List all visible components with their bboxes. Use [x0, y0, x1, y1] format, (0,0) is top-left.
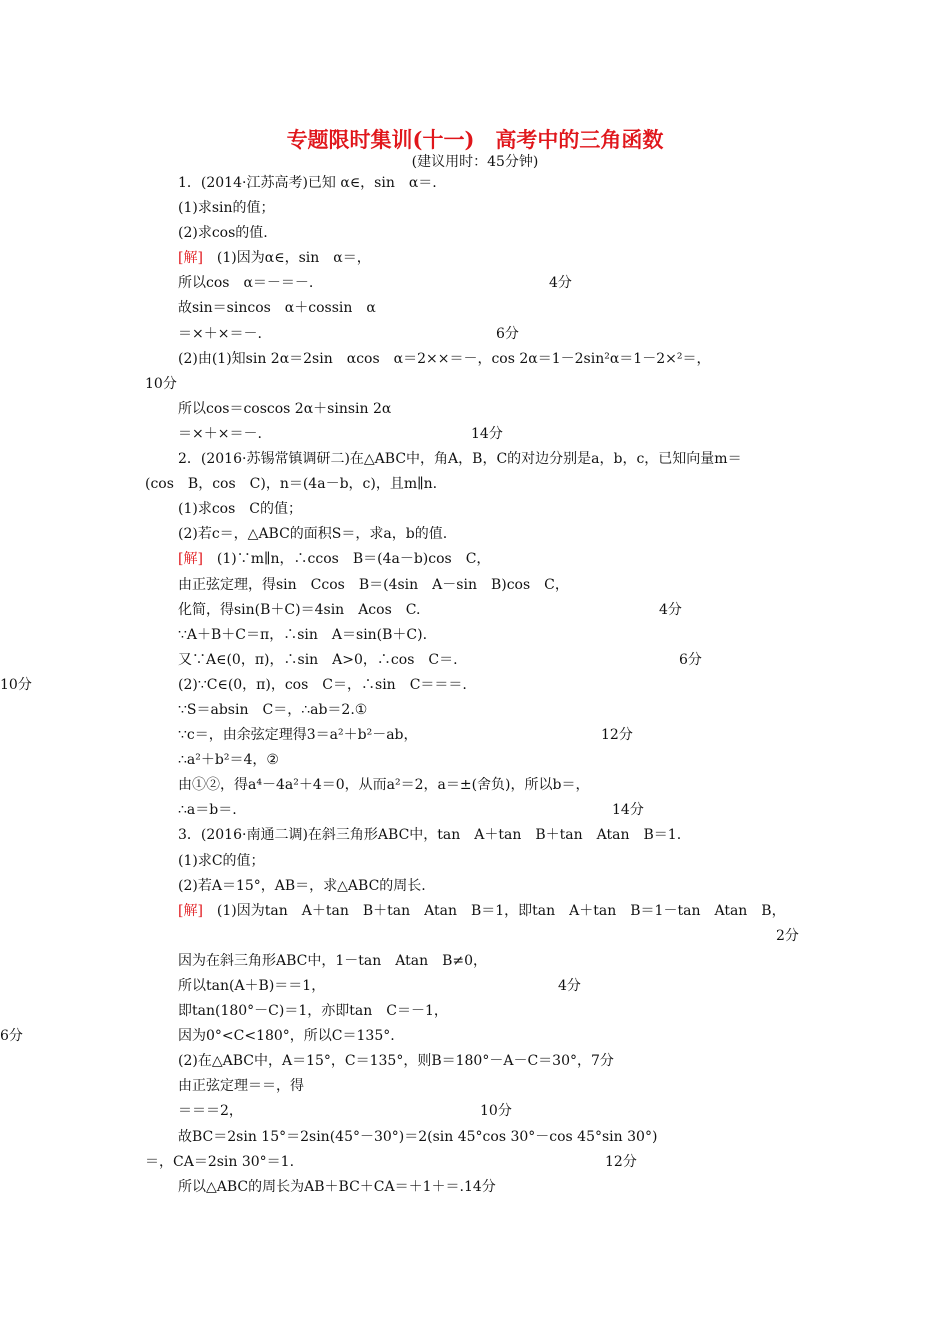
line-text: 由①②，得a⁴－4a²＋4＝0，从而a²＝2，a＝±(舍负)，所以b＝， [178, 777, 590, 794]
text-line [0, 648, 950, 673]
score-mark: 14分 [612, 802, 644, 819]
line-text: 由正弦定理，得sin Ccos B＝(4sin A－sin B)cos C， [178, 576, 569, 593]
text-line [0, 823, 950, 848]
text-line [0, 573, 950, 598]
text-line [0, 171, 950, 196]
line-text: ∵A＋B＋C＝π，∴sin A＝sin(B＋C). [178, 626, 428, 643]
document-body [0, 171, 950, 1200]
solution-tag: [解] [178, 250, 203, 267]
line-text: (2)∵C∈(0，π)，cos C＝，∴sin C＝＝＝. [178, 676, 467, 693]
score-mark: 4分 [549, 275, 572, 292]
score-mark: 14分 [471, 425, 503, 442]
text-line [0, 547, 950, 572]
text-line [0, 974, 950, 999]
line-text: 故BC＝2sin 15°＝2sin(45°－30°)＝2(sin 45°cos 30°－cos 45°sin 30°) [178, 1128, 658, 1145]
text-line [0, 447, 950, 472]
line-text: ∵c＝，由余弦定理得3＝a²＋b²－ab， [178, 727, 418, 744]
text-line [0, 598, 950, 623]
line-text: (1)求sin的值； [178, 200, 275, 217]
line-text: ∵S＝absin C＝，∴ab＝2.① [178, 701, 368, 718]
score-mark: 6分 [0, 1028, 23, 1045]
text-line [0, 347, 950, 372]
solution-tag: [解] [178, 902, 203, 919]
line-text: (1)求C的值； [178, 852, 265, 869]
text-line [0, 849, 950, 874]
line-text: ＝，CA＝2sin 30°＝1. [145, 1153, 295, 1170]
text-line [0, 748, 950, 773]
text-line [0, 1074, 950, 1099]
text-line [0, 497, 950, 522]
line-text: (1)因为α∈，sin α＝， [202, 250, 371, 267]
score-mark: 6分 [679, 651, 702, 668]
line-text: 化简，得sin(B＋C)＝4sin Acos C. [178, 601, 421, 618]
line-text: (2)求cos的值. [178, 225, 268, 242]
score-mark: 6分 [496, 325, 519, 342]
text-line [0, 1099, 950, 1124]
line-text: 所以cos α＝－＝－. [178, 275, 314, 292]
text-line [0, 773, 950, 798]
line-text: ＝×＋×＝－. [178, 325, 262, 342]
line-text: 因为在斜三角形ABC中，1－tan Atan B≠0， [178, 952, 488, 969]
line-text: 所以△ABC的周长为AB＋BC＋CA＝＋1＋＝.14分 [178, 1178, 496, 1195]
line-text: ∴a²＋b²＝4，② [178, 752, 279, 769]
line-text: (1)求cos C的值； [178, 501, 302, 518]
text-line [0, 472, 950, 497]
score-mark: 12分 [601, 727, 633, 744]
text-line [0, 949, 950, 974]
text-line [0, 798, 950, 823]
page-subtitle: (建议用时：45分钟) [411, 154, 539, 170]
line-text: (2)由(1)知sin 2α＝2sin αcos α＝2××＝－，cos 2α＝1－2sin²α＝1－2×²＝， [178, 350, 711, 367]
line-text: 2．(2016·苏锡常镇调研二)在△ABC中，角A，B，C的对边分别是a，b，c，已知向量m＝ [178, 451, 742, 468]
page-title: 专题限时集训(十一) 高考中的三角函数 [286, 127, 664, 152]
line-text: (2)若c＝，△ABC的面积S＝，求a，b的值. [178, 526, 448, 543]
line-text: (cos B，cos C)，n＝(4a－b，c)，且m∥n. [145, 476, 438, 493]
text-line [0, 246, 950, 271]
text-line [0, 296, 950, 321]
line-text: 又∵A∈(0，π)，∴sin A>0，∴cos C＝. [178, 651, 458, 668]
score-mark: 4分 [558, 978, 581, 994]
score-mark: 10分 [0, 676, 32, 693]
line-text: (2)若A＝15°，AB＝，求△ABC的周长. [178, 877, 426, 894]
line-text: 所以cos＝coscos 2α＋sinsin 2α [178, 400, 392, 417]
text-line [0, 522, 950, 547]
text-line [0, 999, 950, 1024]
line-text: 即tan(180°－C)＝1，亦即tan C＝－1， [178, 1003, 448, 1020]
solution-tag: [解] [178, 551, 203, 568]
text-line [0, 271, 950, 296]
text-line [0, 924, 950, 949]
score-mark: 2分 [776, 927, 799, 944]
text-line [0, 874, 950, 899]
line-text: 所以tan(A＋B)＝＝1， [178, 978, 326, 994]
text-line [0, 723, 950, 748]
text-line [0, 673, 950, 698]
text-line [0, 221, 950, 246]
line-text: (1)因为tan A＋tan B＋tan Atan B＝1，即tan A＋tan B＝1－tan Atan B， [202, 902, 786, 919]
line-text: (2)在△ABC中，A＝15°，C＝135°，则B＝180°－A－C＝30°，7分 [178, 1053, 614, 1070]
score-mark: 4分 [659, 601, 682, 618]
line-text: 1．(2014·江苏高考)已知 α∈，sin α＝. [178, 175, 437, 191]
line-text: ∴a＝b＝. [178, 802, 237, 819]
text-line [0, 397, 950, 422]
text-line [0, 1049, 950, 1074]
text-line [0, 322, 950, 347]
text-line [0, 623, 950, 648]
line-text: 故sin＝sincos α＋cossin α [178, 300, 376, 317]
score-mark: 12分 [605, 1153, 637, 1170]
text-line [0, 1150, 950, 1175]
line-text: ＝＝＝2， [178, 1103, 243, 1120]
line-text: ＝×＋×＝－. [178, 425, 262, 442]
line-text: (1)∵m∥n，∴ccos B＝(4a－b)cos C， [202, 551, 491, 568]
line-text: 因为0°<C<180°，所以C＝135°. [178, 1028, 395, 1045]
line-text: 3．(2016·南通二调)在斜三角形ABC中，tan A＋tan B＋tan Atan B＝1. [178, 827, 682, 844]
text-line [0, 698, 950, 723]
score-mark: 10分 [480, 1103, 512, 1120]
text-line [0, 1175, 950, 1200]
text-line [0, 1125, 950, 1150]
line-text: 10分 [145, 375, 177, 392]
text-line [0, 196, 950, 221]
text-line [0, 1024, 950, 1049]
line-text: 由正弦定理＝＝，得 [178, 1078, 304, 1095]
text-line [0, 899, 950, 924]
text-line [0, 372, 950, 397]
text-line [0, 422, 950, 447]
